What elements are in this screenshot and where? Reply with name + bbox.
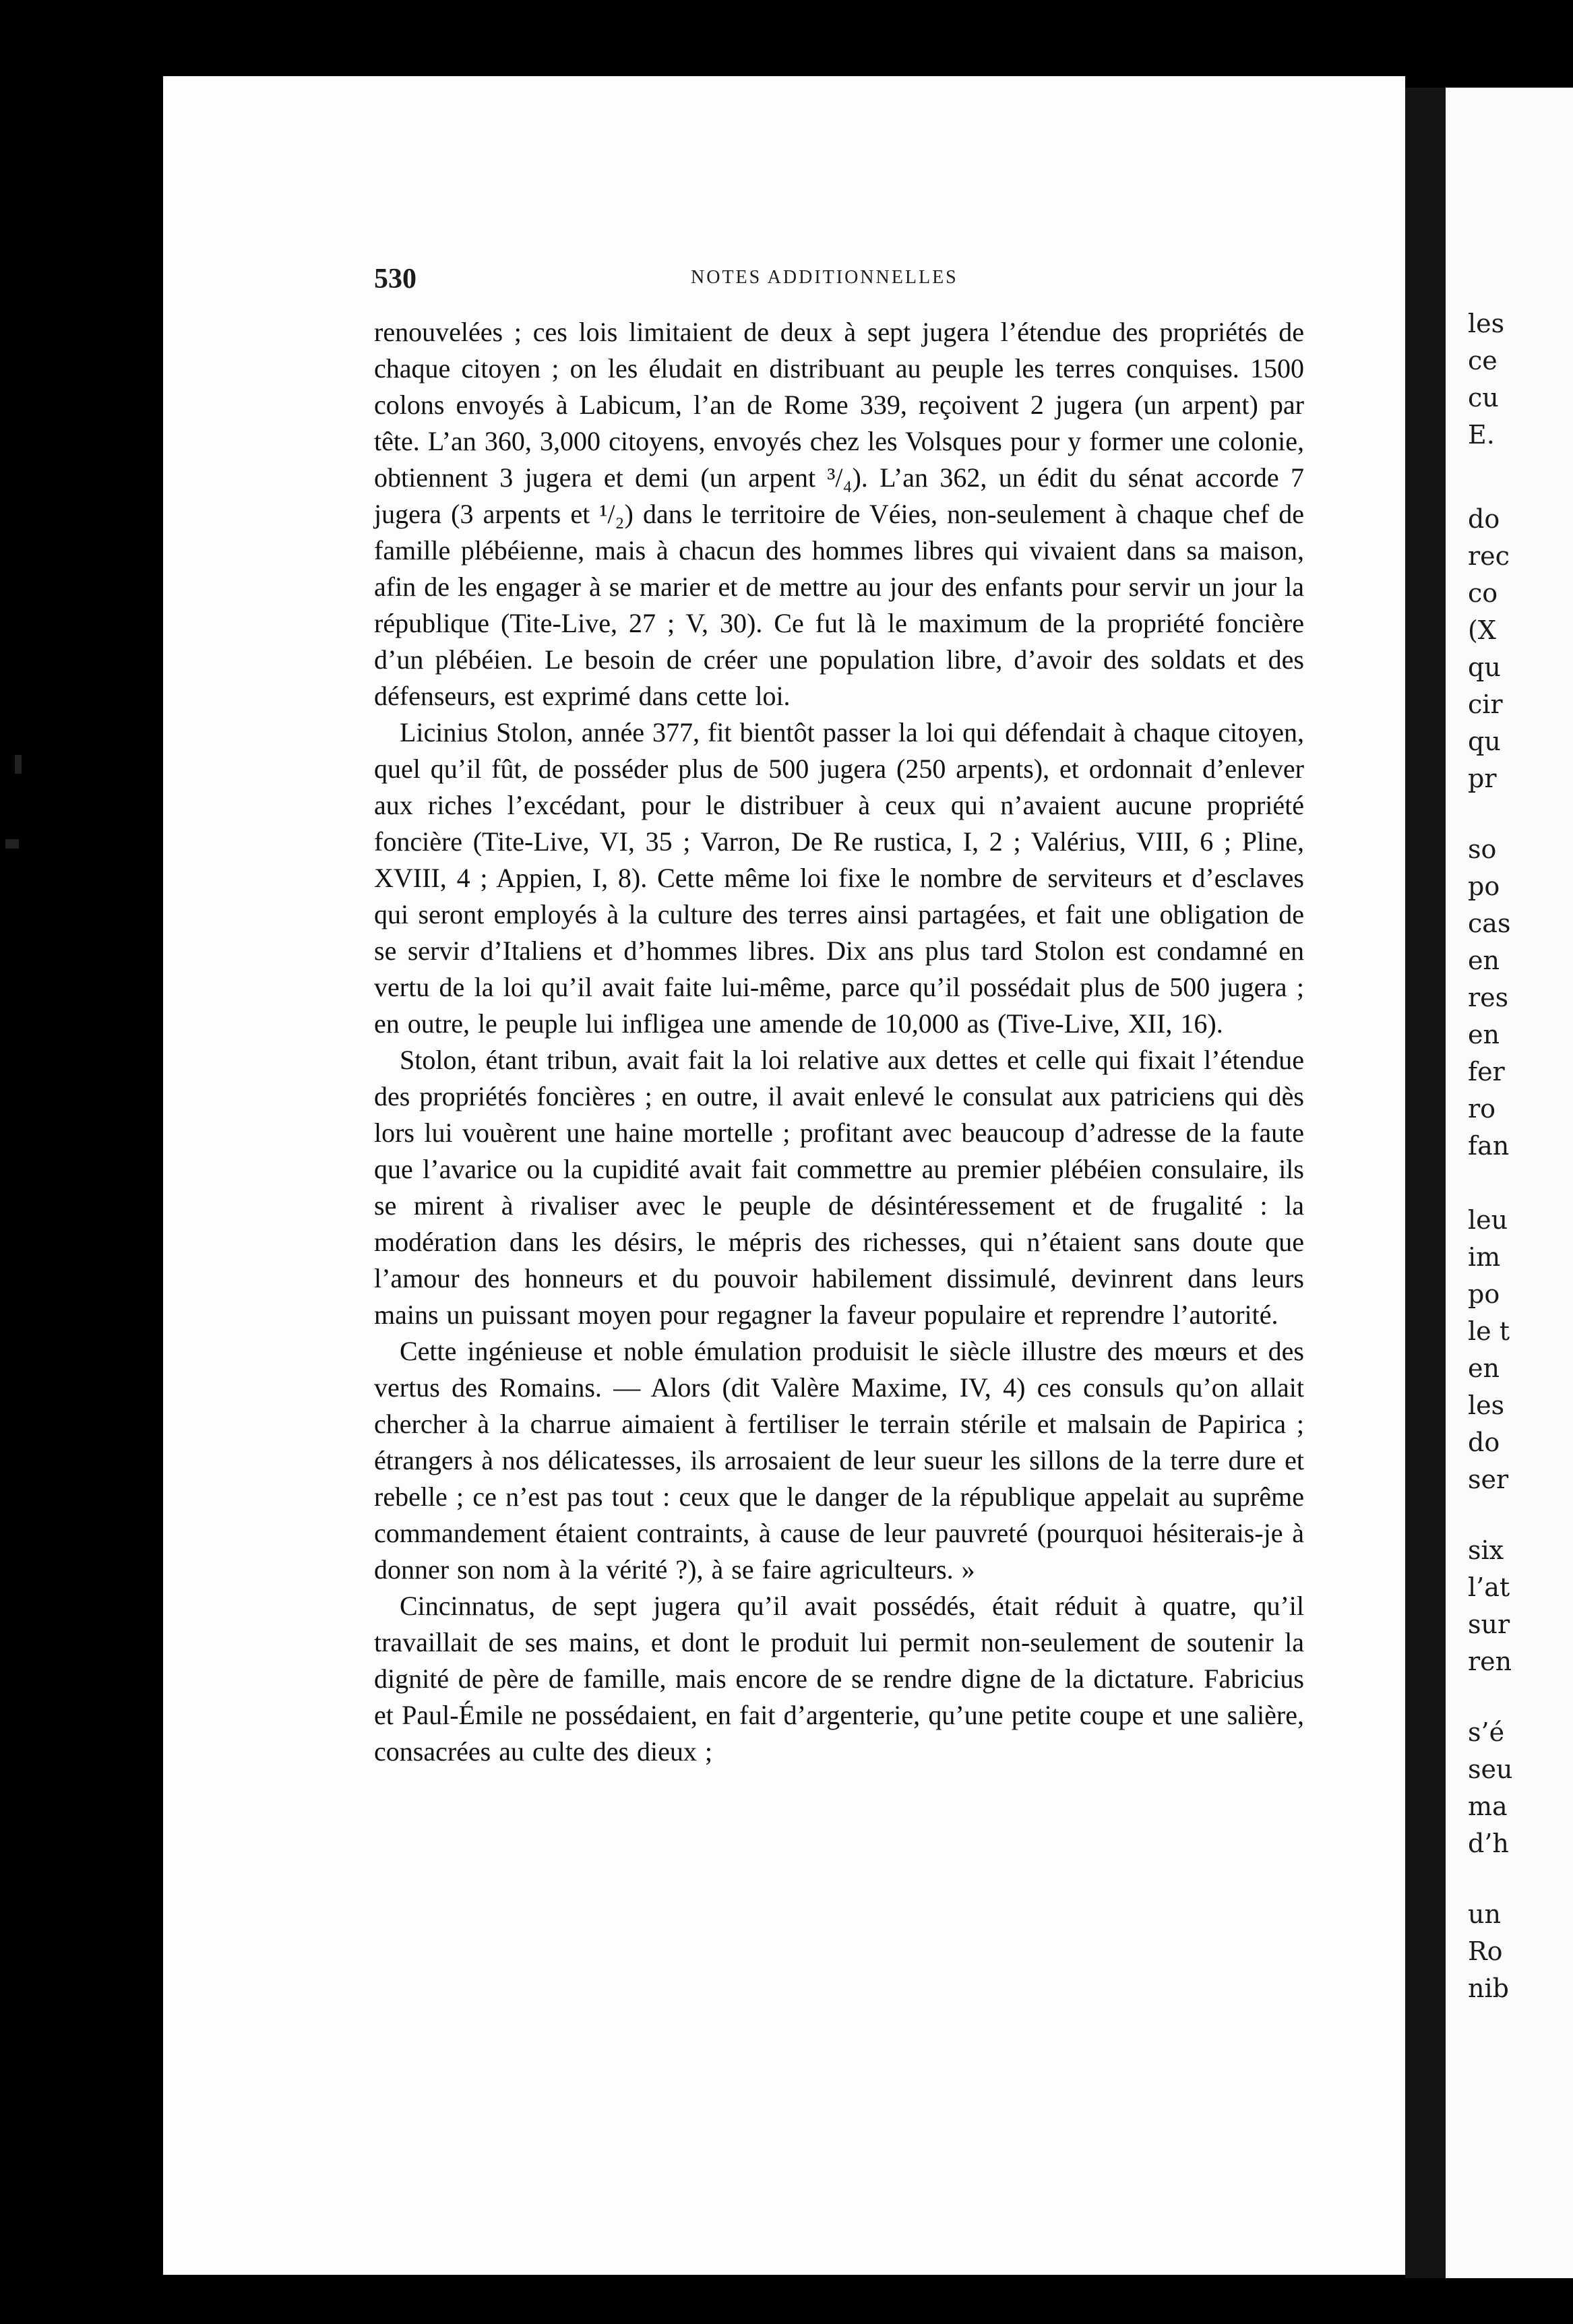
facing-page-fragment: do — [1468, 1428, 1500, 1457]
facing-page-fragment: po — [1468, 1279, 1500, 1309]
facing-page-fragment: en — [1468, 946, 1500, 975]
facing-page-fragment: qu — [1468, 727, 1501, 756]
facing-page-fragment: en — [1468, 1020, 1500, 1049]
book-gutter — [1405, 88, 1446, 2278]
running-head — [374, 263, 1304, 303]
facing-page-fragment: (X — [1468, 615, 1496, 645]
facing-page-fragment: un — [1468, 1899, 1501, 1929]
facing-page-fragment: ma — [1468, 1792, 1508, 1821]
page-number: 530 — [374, 264, 417, 295]
facing-page-fragment: co — [1468, 578, 1498, 608]
facing-page-fragment: fan — [1468, 1131, 1510, 1161]
facing-page-fragment: cas — [1468, 909, 1511, 938]
facing-page-fragment: res — [1468, 983, 1509, 1012]
facing-page-fragment: rec — [1468, 541, 1510, 571]
facing-page-fragment: s’é — [1468, 1717, 1505, 1747]
facing-page-edge — [1446, 88, 1573, 2278]
facing-page-fragment: cir — [1468, 690, 1503, 719]
running-title: NOTES ADDITIONNELLES — [691, 267, 958, 288]
facing-page-fragment: d’h — [1468, 1829, 1509, 1858]
facing-page-fragment: do — [1468, 504, 1500, 534]
facing-page-fragment: cu — [1468, 383, 1499, 412]
facing-page-fragment: pr — [1468, 764, 1497, 793]
facing-page-fragment: le t — [1468, 1316, 1510, 1346]
facing-page-fragment: ro — [1468, 1094, 1496, 1124]
paragraph: renouvelées ; ces lois limitaient de deux à sept jugera l’étendue des propriétés de chaque citoyen ; on les éludait en distribuant au peuple les terres conquises. 1500 colons envoyés à Labicum, l’an de Rome 339, reçoivent 2 jugera (un arpent) par tête. L’an 360, 3,000 citoyens, envoyés chez les Volsques pour y former une colonie, obtiennent 3 jugera et demi (un arpent ³/₄). L’an 362, un édit du sénat accorde 7 jugera (3 arpents et ¹/₂) dans le territoire de Véies, non-seulement à chaque chef de famille plébéienne, mais à chacun des hommes libres qui vivaient dans sa maison, afin de les engager à se marier et de mettre au jour des enfants pour servir un jour la république (Tite-Live, 27 ; V, 30). Ce fut là le maximum de la propriété foncière d’un plébéien. Le besoin de créer une population libre, d’avoir des soldats et des défenseurs, est exprimé dans cette loi. — [374, 317, 1304, 711]
facing-page-fragment: l’at — [1468, 1572, 1510, 1602]
facing-page-fragment: so — [1468, 834, 1497, 864]
facing-page-fragment: nib — [1468, 1974, 1509, 2003]
facing-page-fragment: leu — [1468, 1205, 1508, 1235]
scan-mark — [15, 755, 22, 774]
facing-page-fragment: po — [1468, 872, 1500, 901]
paragraph: Cincinnatus, de sept jugera qu’il avait possédés, était réduit à quatre, qu’il travaillait de ses mains, et dont le produit lui permit non-seulement de soutenir la dignité de père de famille, mais encore de se rendre digne de la dictature. Fabricius et Paul-Émile ne possédaient, en fait d’argenterie, qu’une petite coupe et une salière, consacrées au culte des dieux ; — [374, 1591, 1304, 1767]
facing-page-fragment: E. — [1468, 420, 1495, 450]
facing-page-fragment: fer — [1468, 1057, 1505, 1087]
paragraph: Stolon, étant tribun, avait fait la loi relative aux dettes et celle qui fixait l’étendue des propriétés foncières ; en outre, il avait enlevé le consulat aux patriciens qui dès lors lui vouèrent une haine mortelle ; profitant avec beaucoup d’adresse de la faute que l’avarice ou la cupidité avait fait commettre au premier plébéien consulaire, ils se mirent à rivaliser avec le peuple de désintéressement et de frugalité : la modération dans les désirs, le mépris des richesses, qui n’étaient sans doute que l’amour des honneurs et du pouvoir habilement dissimulé, devinrent dans leurs mains un puissant moyen pour regagner la faveur populaire et reprendre l’autorité. — [374, 1045, 1304, 1330]
facing-page-fragment: im — [1468, 1242, 1501, 1272]
facing-page-fragment: six — [1468, 1535, 1504, 1565]
facing-page-fragment: qu — [1468, 652, 1501, 682]
facing-page-fragment: ser — [1468, 1465, 1509, 1494]
paragraph: Cette ingénieuse et noble émulation produisit le siècle illustre des mœurs et des vertus des Romains. — Alors (dit Valère Maxime, IV, 4) ces consuls qu’on allait chercher à la charrue aimaient à fertiliser le terrain stérile et malsain de Papirica ; étrangers à nos délicatesses, ils arrosaient de leur sueur les sillons de la terre dure et rebelle ; ce n’est pas tout : ceux que le danger de la république appelait au suprême commandement étaient contraints, à cause de leur pauvreté (pourquoi hésiterais-je à donner son nom à la vérité ?), à se faire agriculteurs. » — [374, 1336, 1304, 1585]
body-text — [374, 314, 1304, 1770]
facing-page-fragment: en — [1468, 1353, 1500, 1383]
facing-page-fragment: les — [1468, 309, 1505, 338]
facing-page-fragment: sur — [1468, 1610, 1510, 1639]
facing-page-fragment: ce — [1468, 346, 1498, 375]
facing-page-fragment: les — [1468, 1390, 1505, 1420]
scan-mark — [5, 839, 19, 849]
facing-page-fragment: ren — [1468, 1647, 1512, 1676]
facing-page-fragment: Ro — [1468, 1936, 1503, 1966]
facing-page-fragment: seu — [1468, 1754, 1513, 1784]
paragraph: Licinius Stolon, année 377, fit bientôt passer la loi qui défendait à chaque citoyen, quel qu’il fût, de posséder plus de 500 jugera (250 arpents), et ordonnait d’enlever aux riches l’excédant, pour le distribuer à ceux qui n’avaient aucune propriété foncière (Tite-Live, VI, 35 ; Varron, De Re rustica, I, 2 ; Valérius, VIII, 6 ; Pline, XVIII, 4 ; Appien, I, 8). Cette même loi fixe le nombre de serviteurs et d’esclaves qui seront employés à la culture des terres ainsi partagées, et fait une obligation de se servir d’Italiens et d’hommes libres. Dix ans plus tard Stolon est condamné en vertu de la loi qu’il avait faite lui-même, parce qu’il possédait plus de 500 jugera ; en outre, le peuple lui infligea une amende de 10,000 as (Tive-Live, XII, 16). — [374, 717, 1304, 1039]
